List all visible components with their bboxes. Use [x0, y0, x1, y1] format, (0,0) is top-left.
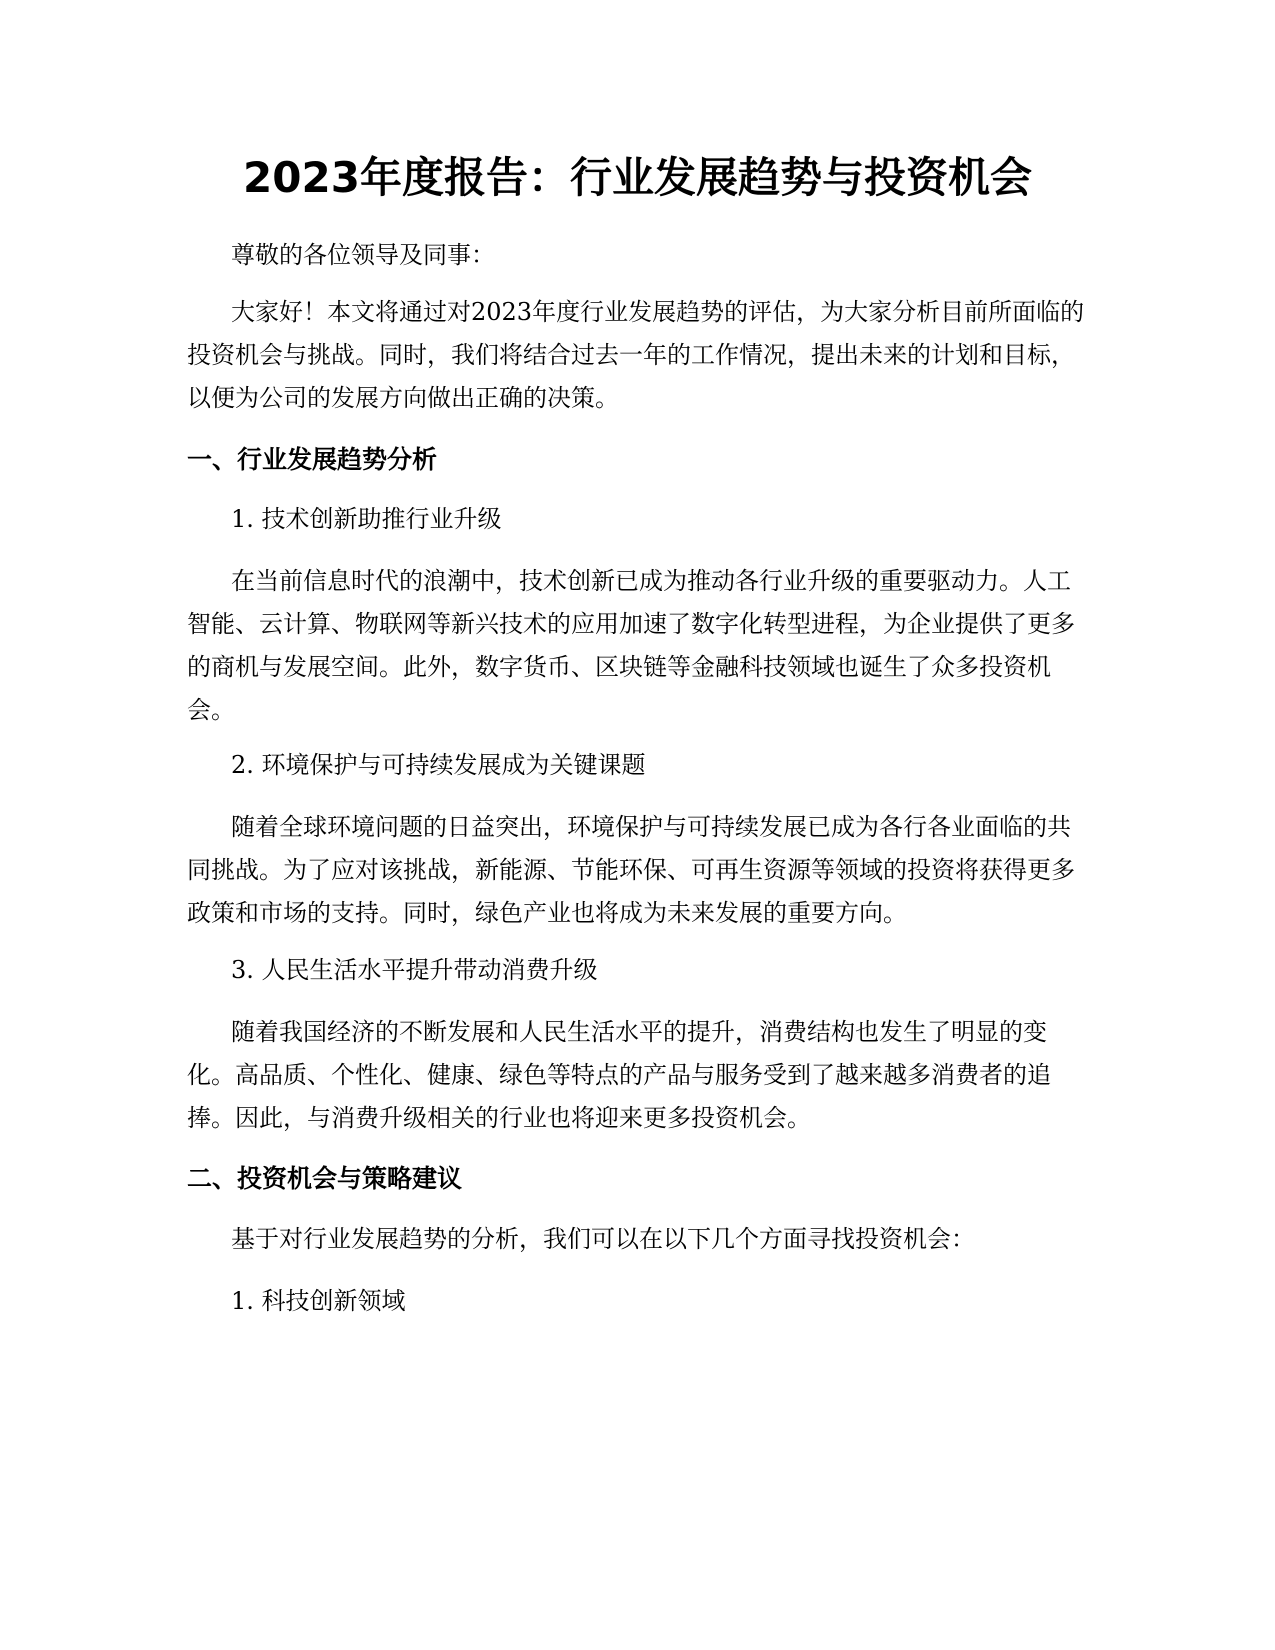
section-2-heading: 二、投资机会与策略建议: [187, 1164, 463, 1193]
section-1-item-1-subheading: 1. 技术创新助推行业升级: [231, 505, 502, 533]
section-1-item-2-subheading: 2. 环境保护与可持续发展成为关键课题: [231, 751, 646, 779]
section-2-intro: 基于对行业发展趋势的分析，我们可以在以下几个方面寻找投资机会：: [231, 1225, 975, 1253]
section-1-item-2-body: 随着全球环境问题的日益突出，环境保护与可持续发展已成为各行各业面临的共同挑战。为了应对该挑战，新能源、节能环保、可再生资源等领域的投资将获得更多政策和市场的支持。同时，绿色产业也将成为未来发展的重要方向。: [187, 813, 1075, 927]
intro-paragraph: 大家好！本文将通过对2023年度行业发展趋势的评估，为大家分析目前所面临的投资机会与挑战。同时，我们将结合过去一年的工作情况，提出未来的计划和目标，以便为公司的发展方向做出正确的决策。: [187, 298, 1085, 412]
section-1-item-3-body: 随着我国经济的不断发展和人民生活水平的提升，消费结构也发生了明显的变化。高品质、个性化、健康、绿色等特点的产品与服务受到了越来越多消费者的追捧。因此，与消费升级相关的行业也将迎来更多投资机会。: [187, 1018, 1051, 1132]
salutation: 尊敬的各位领导及同事：: [231, 241, 495, 269]
section-1-heading: 一、行业发展趋势分析: [187, 445, 438, 474]
section-2-item-1-subheading: 1. 科技创新领域: [231, 1287, 406, 1315]
section-1-item-1-body: 在当前信息时代的浪潮中，技术创新已成为推动各行业升级的重要驱动力。人工智能、云计算、物联网等新兴技术的应用加速了数字化转型进程，为企业提供了更多的商机与发展空间。此外，数字货币、区块链等金融科技领域也诞生了众多投资机会。: [187, 567, 1075, 724]
document-title: 2023年度报告：行业发展趋势与投资机会: [243, 153, 1032, 202]
section-1-item-3-subheading: 3. 人民生活水平提升带动消费升级: [231, 956, 598, 984]
